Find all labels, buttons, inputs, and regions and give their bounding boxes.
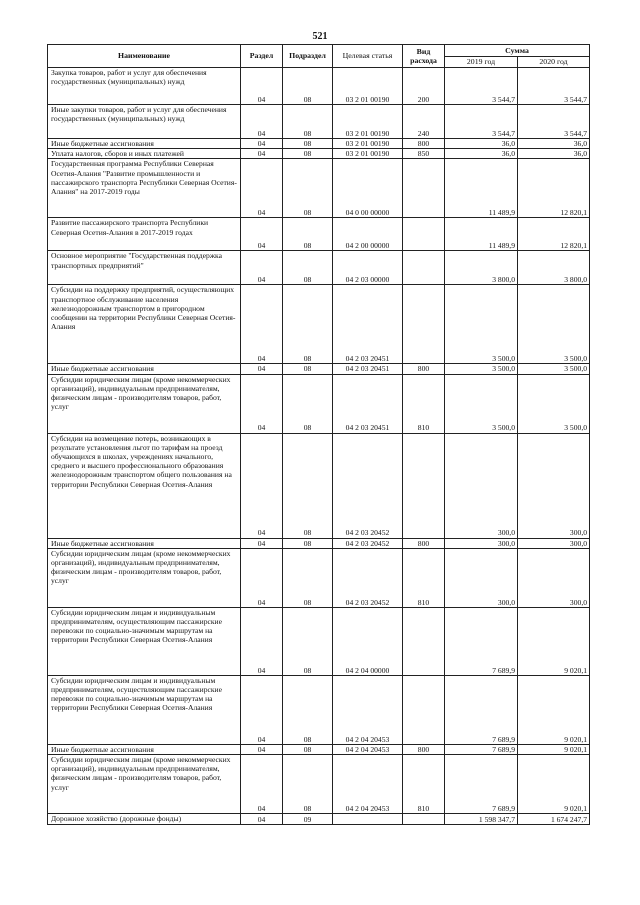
row-target: 03 2 01 00190 <box>333 149 403 159</box>
table-row <box>48 755 590 814</box>
row-value-2019: 11 489,9 <box>445 218 518 251</box>
row-value-2019: 3 544,7 <box>445 68 518 105</box>
header-2019: 2019 год <box>445 57 518 68</box>
table-row <box>48 744 590 754</box>
row-target: 04 2 03 20452 <box>333 538 403 548</box>
row-value-2020: 300,0 <box>518 433 590 538</box>
row-type: 240 <box>403 105 445 139</box>
row-type <box>403 814 445 825</box>
row-value-2020: 3 544,7 <box>518 105 590 139</box>
table-row <box>48 105 590 139</box>
row-name: Развитие пассажирского транспорта Республики Северная Осетия-Алания в 2017-2019 годах <box>48 218 241 251</box>
row-value-2020: 3 500,0 <box>518 364 590 374</box>
row-type <box>403 218 445 251</box>
table-row <box>48 251 590 285</box>
row-section: 04 <box>241 68 283 105</box>
table-row <box>48 139 590 149</box>
row-type: 850 <box>403 149 445 159</box>
row-section: 04 <box>241 159 283 218</box>
header-subsection: Подраздел <box>283 45 333 68</box>
row-section: 04 <box>241 139 283 149</box>
row-value-2019: 300,0 <box>445 538 518 548</box>
row-subsection: 08 <box>283 105 333 139</box>
row-value-2019: 7 689,9 <box>445 675 518 744</box>
table-row <box>48 814 590 825</box>
row-section: 04 <box>241 538 283 548</box>
row-type <box>403 675 445 744</box>
row-section: 04 <box>241 285 283 364</box>
row-subsection: 08 <box>283 538 333 548</box>
row-value-2019: 36,0 <box>445 139 518 149</box>
budget-table <box>47 44 590 825</box>
row-subsection: 08 <box>283 68 333 105</box>
header-name: Наименование <box>48 45 241 68</box>
table-row <box>48 285 590 364</box>
row-subsection: 08 <box>283 755 333 814</box>
header-2020: 2020 год <box>518 57 590 68</box>
row-value-2020: 3 500,0 <box>518 285 590 364</box>
row-name: Субсидии юридическим лицам (кроме некоммерческих организаций), индивидуальным предпринимателям, физическим лицам - производителям товаров, работ, услуг <box>48 548 241 607</box>
header-type: Вид расхода <box>403 45 445 68</box>
row-target <box>333 814 403 825</box>
row-value-2019: 300,0 <box>445 548 518 607</box>
row-subsection: 08 <box>283 433 333 538</box>
row-type: 800 <box>403 139 445 149</box>
row-section: 04 <box>241 433 283 538</box>
row-subsection: 08 <box>283 675 333 744</box>
row-subsection: 08 <box>283 149 333 159</box>
row-name: Основное мероприятие "Государственная поддержка транспортных предприятий" <box>48 251 241 285</box>
row-name: Уплата налогов, сборов и иных платежей <box>48 149 241 159</box>
row-subsection: 08 <box>283 285 333 364</box>
row-value-2019: 7 689,9 <box>445 607 518 675</box>
row-name: Субсидии юридическим лицам (кроме некоммерческих организаций), индивидуальным предпринимателям, физическим лицам - производителям товаров, работ, услуг <box>48 755 241 814</box>
row-target: 04 2 04 20453 <box>333 675 403 744</box>
row-type: 800 <box>403 538 445 548</box>
row-target: 04 2 04 00000 <box>333 607 403 675</box>
row-subsection: 08 <box>283 364 333 374</box>
row-name: Государственная программа Республики Северная Осетия-Алания "Развитие промышленности и пассажирского транспорта Республики Северная Осетия-Алания" на 2017-2019 годы <box>48 159 241 218</box>
row-value-2019: 300,0 <box>445 433 518 538</box>
row-target: 03 2 01 00190 <box>333 68 403 105</box>
table-row <box>48 159 590 218</box>
row-name: Субсидии юридическим лицам (кроме некоммерческих организаций), индивидуальным предпринимателям, физическим лицам - производителям товаров, работ, услуг <box>48 374 241 433</box>
row-value-2020: 1 674 247,7 <box>518 814 590 825</box>
row-type: 800 <box>403 364 445 374</box>
row-value-2020: 300,0 <box>518 548 590 607</box>
row-type: 810 <box>403 548 445 607</box>
row-target: 04 2 03 20452 <box>333 548 403 607</box>
row-value-2019: 3 500,0 <box>445 374 518 433</box>
row-name: Иные бюджетные ассигнования <box>48 364 241 374</box>
row-value-2019: 11 489,9 <box>445 159 518 218</box>
row-name: Иные закупки товаров, работ и услуг для обеспечения государственных (муниципальных) нужд <box>48 105 241 139</box>
row-section: 04 <box>241 218 283 251</box>
row-name: Иные бюджетные ассигнования <box>48 744 241 754</box>
row-section: 04 <box>241 105 283 139</box>
row-section: 04 <box>241 675 283 744</box>
row-value-2020: 12 820,1 <box>518 218 590 251</box>
row-type <box>403 285 445 364</box>
table-row <box>48 607 590 675</box>
row-name: Субсидии на поддержку предприятий, осуществляющих транспортное обслуживание населения железнодорожным транспортом в пригородном сообщении на территории Республики Северная Осетия-Алания <box>48 285 241 364</box>
row-section: 04 <box>241 814 283 825</box>
row-name: Дорожное хозяйство (дорожные фонды) <box>48 814 241 825</box>
row-value-2019: 3 500,0 <box>445 285 518 364</box>
row-target: 04 2 03 20451 <box>333 285 403 364</box>
row-name: Субсидии на возмещение потерь, возникающих в результате установления льгот по тарифам на проезд обучающихся в школах, учреждениях начального, среднего и высшего профессионального образования железнодорожным транспортом общего пользования на территории Республики Северная Осетия-Алания <box>48 433 241 538</box>
page-number: 521 <box>312 31 328 42</box>
row-section: 04 <box>241 744 283 754</box>
row-subsection: 08 <box>283 218 333 251</box>
row-section: 04 <box>241 364 283 374</box>
row-value-2019: 1 598 347,7 <box>445 814 518 825</box>
row-name: Иные бюджетные ассигнования <box>48 139 241 149</box>
row-subsection: 08 <box>283 159 333 218</box>
row-value-2020: 9 020,1 <box>518 675 590 744</box>
header-section: Раздел <box>241 45 283 68</box>
row-value-2020: 12 820,1 <box>518 159 590 218</box>
row-value-2020: 9 020,1 <box>518 755 590 814</box>
row-target: 04 2 03 00000 <box>333 251 403 285</box>
row-name: Субсидии юридическим лицам и индивидуальным предпринимателям, осуществляющим пассажирские перевозки по социально-значимым маршрутам на территории Республики Северная Осетия-Алания <box>48 607 241 675</box>
row-value-2020: 36,0 <box>518 139 590 149</box>
row-section: 04 <box>241 374 283 433</box>
row-subsection: 08 <box>283 744 333 754</box>
row-section: 04 <box>241 755 283 814</box>
table-row <box>48 364 590 374</box>
row-value-2020: 36,0 <box>518 149 590 159</box>
table-row <box>48 374 590 433</box>
row-target: 04 2 03 20452 <box>333 433 403 538</box>
row-value-2019: 7 689,9 <box>445 755 518 814</box>
row-target: 04 2 03 20451 <box>333 374 403 433</box>
row-type: 800 <box>403 744 445 754</box>
row-subsection: 08 <box>283 374 333 433</box>
row-value-2020: 300,0 <box>518 538 590 548</box>
row-target: 04 2 00 00000 <box>333 218 403 251</box>
row-value-2019: 36,0 <box>445 149 518 159</box>
row-subsection: 08 <box>283 251 333 285</box>
row-section: 04 <box>241 607 283 675</box>
row-value-2020: 3 800,0 <box>518 251 590 285</box>
row-subsection: 08 <box>283 139 333 149</box>
table-row <box>48 548 590 607</box>
row-subsection: 09 <box>283 814 333 825</box>
row-type <box>403 433 445 538</box>
row-target: 04 0 00 00000 <box>333 159 403 218</box>
row-value-2019: 3 500,0 <box>445 364 518 374</box>
table-row <box>48 68 590 105</box>
row-type: 810 <box>403 374 445 433</box>
row-target: 04 2 03 20451 <box>333 364 403 374</box>
row-target: 03 2 01 00190 <box>333 139 403 149</box>
row-type <box>403 607 445 675</box>
row-type: 810 <box>403 755 445 814</box>
row-value-2019: 7 689,9 <box>445 744 518 754</box>
row-value-2020: 3 500,0 <box>518 374 590 433</box>
row-target: 03 2 01 00190 <box>333 105 403 139</box>
table-row <box>48 433 590 538</box>
row-name: Иные бюджетные ассигнования <box>48 538 241 548</box>
row-value-2020: 3 544,7 <box>518 68 590 105</box>
row-type <box>403 251 445 285</box>
row-value-2020: 9 020,1 <box>518 744 590 754</box>
row-type: 200 <box>403 68 445 105</box>
row-section: 04 <box>241 548 283 607</box>
row-type <box>403 159 445 218</box>
row-section: 04 <box>241 149 283 159</box>
row-section: 04 <box>241 251 283 285</box>
row-subsection: 08 <box>283 607 333 675</box>
row-name: Закупка товаров, работ и услуг для обеспечения государственных (муниципальных) нужд <box>48 68 241 105</box>
header-target: Целевая статья <box>333 45 403 68</box>
header-sum: Сумма <box>445 45 590 57</box>
table-row <box>48 538 590 548</box>
row-value-2019: 3 800,0 <box>445 251 518 285</box>
row-name: Субсидии юридическим лицам и индивидуальным предпринимателям, осуществляющим пассажирские перевозки по социально-значимым маршрутам на территории Республики Северная Осетия-Алания <box>48 675 241 744</box>
table-row <box>48 675 590 744</box>
row-target: 04 2 04 20453 <box>333 744 403 754</box>
row-value-2019: 3 544,7 <box>445 105 518 139</box>
table-row <box>48 149 590 159</box>
row-target: 04 2 04 20453 <box>333 755 403 814</box>
row-subsection: 08 <box>283 548 333 607</box>
row-value-2020: 9 020,1 <box>518 607 590 675</box>
table-row <box>48 218 590 251</box>
